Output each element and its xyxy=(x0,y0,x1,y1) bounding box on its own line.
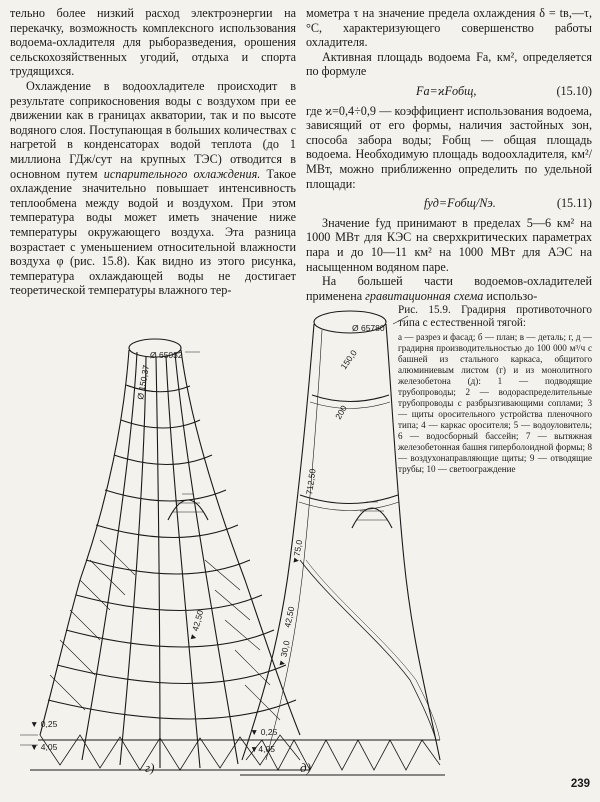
dim-left-base-a: ▼ 0,25 xyxy=(30,719,58,729)
dim-right-75: ▼75,0 xyxy=(290,539,305,566)
figure-label-d: д) xyxy=(300,760,311,775)
right-tower-outline-right xyxy=(386,324,440,760)
paragraph-2: Охлаждение в водоохладителе происходит в результате соприкосновения воды с воздухом при ее движении как в границах акватории, так и по высоте водяного слоя. Поступающая в больших количествах с нагретой в конденсаторах водой теплота (до 1 миллиона ГДж/сут на крупных ТЭС) отводится в основном путем испарительного охлаждения. Такое охлаждение значительно повышает интенсивность теплообмена между водой и воздухом. При этом температура воды может иметь значение ниже температуры окружающего воздуха. Эта разница возрастает с уменьшением относительной влажности воздуха φ (рис. 15.8). Как видно из этого рисунка, температура охлаждающей воды не достигает теоретической температуры влажного тер- xyxy=(10,78,297,298)
dim-right-height: 712,50 xyxy=(304,468,318,496)
dim-right-base-a: ▼ 0,25 xyxy=(250,727,278,737)
paragraph-3: мометра τ на значение предела охлаждения δ = tв,—τ, °С, характеризующего совершенство работы охладителя. xyxy=(306,6,592,50)
page-number: 239 xyxy=(570,778,590,790)
dim-right-42: 42,50 xyxy=(282,605,297,629)
italic-term-2: гравитационная схема xyxy=(365,288,484,303)
paragraph-5: где ϰ=0,4÷0,9 — коэффициент использования водоема, зависящий от его формы, наличия застойных зон, способа забора воды; Fобщ — общая площадь водоема. Необходимую площадь водоохладителя, км²/МВт, можно приближенно определить по удельной площади: xyxy=(306,103,592,191)
dim-left-base-b: ▼ 4,05 xyxy=(30,742,58,752)
italic-term: испарительного охлаждения. xyxy=(103,166,261,181)
dim-left-mid: ▼ 42,50 xyxy=(187,608,206,643)
paragraph-4: Активная площадь водоема Fа, км², определяется по формуле xyxy=(306,49,592,79)
dim-right-ring: 200 xyxy=(333,403,349,421)
dim-left-diameter: Ø 65032 xyxy=(150,350,183,360)
caption-title: Рис. 15.9. Градирня противоточного типа с естественной тягой: xyxy=(398,304,592,329)
caption-legend: а — разрез и фасад; б — план; в — деталь; г, д — градирня производительностью до 100 000 м³/ч с башней из стального каркаса, общитого алюминиевым листом (г) и из монолитного железобетона (д): 1 — подводящие трубопроводы; 2 — водораспределительные трубопроводы с разбрызгивающими соплами; 3 — щиты оросительного устройства пленочного типа; 4 — каркас оросителя; 5 — водоуловитель; 6 — водосборный бассейн; 7 — вытяжная железобетонная башня гиперболоидной формы; 8 — воздухонаправляющие щиты; 9 — отводящие трубы; 10 — светоограждение xyxy=(398,332,592,474)
formula-15-11-number: (15.11) xyxy=(556,196,592,211)
formula-15-10-body: Fа=ϰFобщ, xyxy=(416,83,477,98)
dim-right-top: 150,0 xyxy=(338,347,359,372)
left-tower-outline-right xyxy=(181,350,300,735)
paragraph-7: На большей части водоемов-охладителей применена гравитационная схема использо- xyxy=(306,274,592,303)
dim-right-diameter: Ø 65780 xyxy=(352,323,385,333)
formula-15-11-body: fуд=Fобщ/Nэ. xyxy=(424,196,496,211)
dim-right-base-b: ▼4,05 xyxy=(250,744,275,754)
figure-label-g: г) xyxy=(145,760,155,775)
dim-left-top: Ø 150,37 xyxy=(135,364,152,401)
paragraph-6: Значение fуд принимают в пределах 5—6 км² на 1000 МВт для КЭС на сверхкритических параметрах пара и до 10—11 км² на 1000 МВт для АЭС на насыщенном водяном паре. xyxy=(306,215,592,274)
paragraph-1: тельно более низкий расход электроэнергии на перекачку, возможность комплексного использования водоема-охладителя для рыборазведения, орошения сельскохозяйственных угодий, отдыха и спорта трудящихся. xyxy=(10,6,296,79)
dim-right-30: ▼ 30,0 xyxy=(276,639,292,669)
formula-15-10-number: (15.10) xyxy=(556,83,592,98)
